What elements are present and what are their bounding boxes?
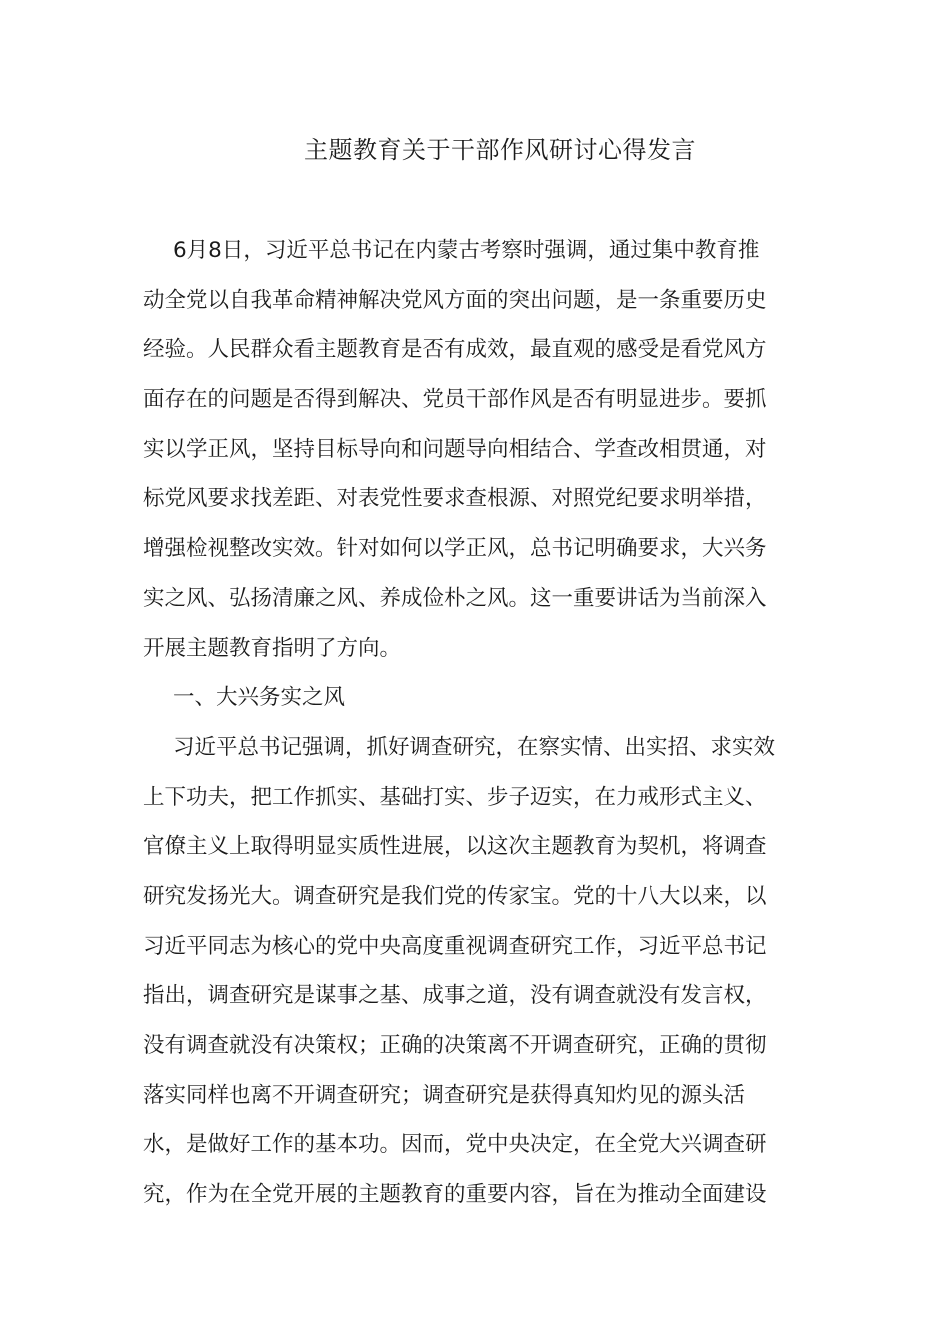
paragraph-line: 指出，调查研究是谋事之基、成事之道，没有调查就没有发言权， xyxy=(143,983,767,1009)
section-heading: 一、大兴务实之风 xyxy=(173,685,346,711)
paragraph-line: 动全党以自我革命精神解决党风方面的突出问题，是一条重要历史 xyxy=(143,287,767,313)
paragraph-line: 6月8日，习近平总书记在内蒙古考察时强调，通过集中教育推 xyxy=(173,238,760,263)
paragraph-line: 官僚主义上取得明显实质性进展，以这次主题教育为契机，将调查 xyxy=(143,834,767,860)
paragraph-line: 没有调查就没有决策权；正确的决策离不开调查研究，正确的贯彻 xyxy=(143,1033,767,1058)
paragraph-line: 水，是做好工作的基本功。因而，党中央决定，在全党大兴调查研 xyxy=(143,1132,767,1158)
paragraph-line: 标党风要求找差距、对表党性要求查根源、对照党纪要求明举措， xyxy=(143,486,767,512)
paragraph-line: 究，作为在全党开展的主题教育的重要内容，旨在为推动全面建设 xyxy=(143,1182,767,1208)
paragraph-line: 经验。人民群众看主题教育是否有成效，最直观的感受是看党风方 xyxy=(143,337,767,363)
paragraph-line: 研究发扬光大。调查研究是我们党的传家宝。党的十八大以来，以 xyxy=(143,883,767,909)
document-body xyxy=(143,226,807,1220)
paragraph-line: 实之风、弘扬清廉之风、养成俭朴之风。这一重要讲话为当前深入 xyxy=(143,585,767,611)
paragraph-line: 实以学正风，坚持目标导向和问题导向相结合、学查改相贯通，对 xyxy=(143,436,767,462)
paragraph-line: 增强检视整改实效。针对如何以学正风，总书记明确要求，大兴务 xyxy=(143,536,767,562)
paragraph-line: 习近平同志为核心的党中央高度重视调查研究工作，习近平总书记 xyxy=(143,933,767,959)
paragraph-line: 开展主题教育指明了方向。 xyxy=(143,635,402,661)
paragraph-line: 面存在的问题是否得到解决、党员干部作风是否有明显进步。要抓 xyxy=(143,387,767,413)
paragraph-line: 落实同样也离不开调查研究；调查研究是获得真知灼见的源头活 xyxy=(143,1082,746,1108)
paragraph-line: 上下功夫，把工作抓实、基础打实、步子迈实，在力戒形式主义、 xyxy=(143,784,767,810)
document-title: 主题教育关于干部作风研讨心得发言 xyxy=(304,136,696,164)
paragraph-line: 习近平总书记强调，抓好调查研究，在察实情、出实招、求实效 xyxy=(173,734,776,760)
